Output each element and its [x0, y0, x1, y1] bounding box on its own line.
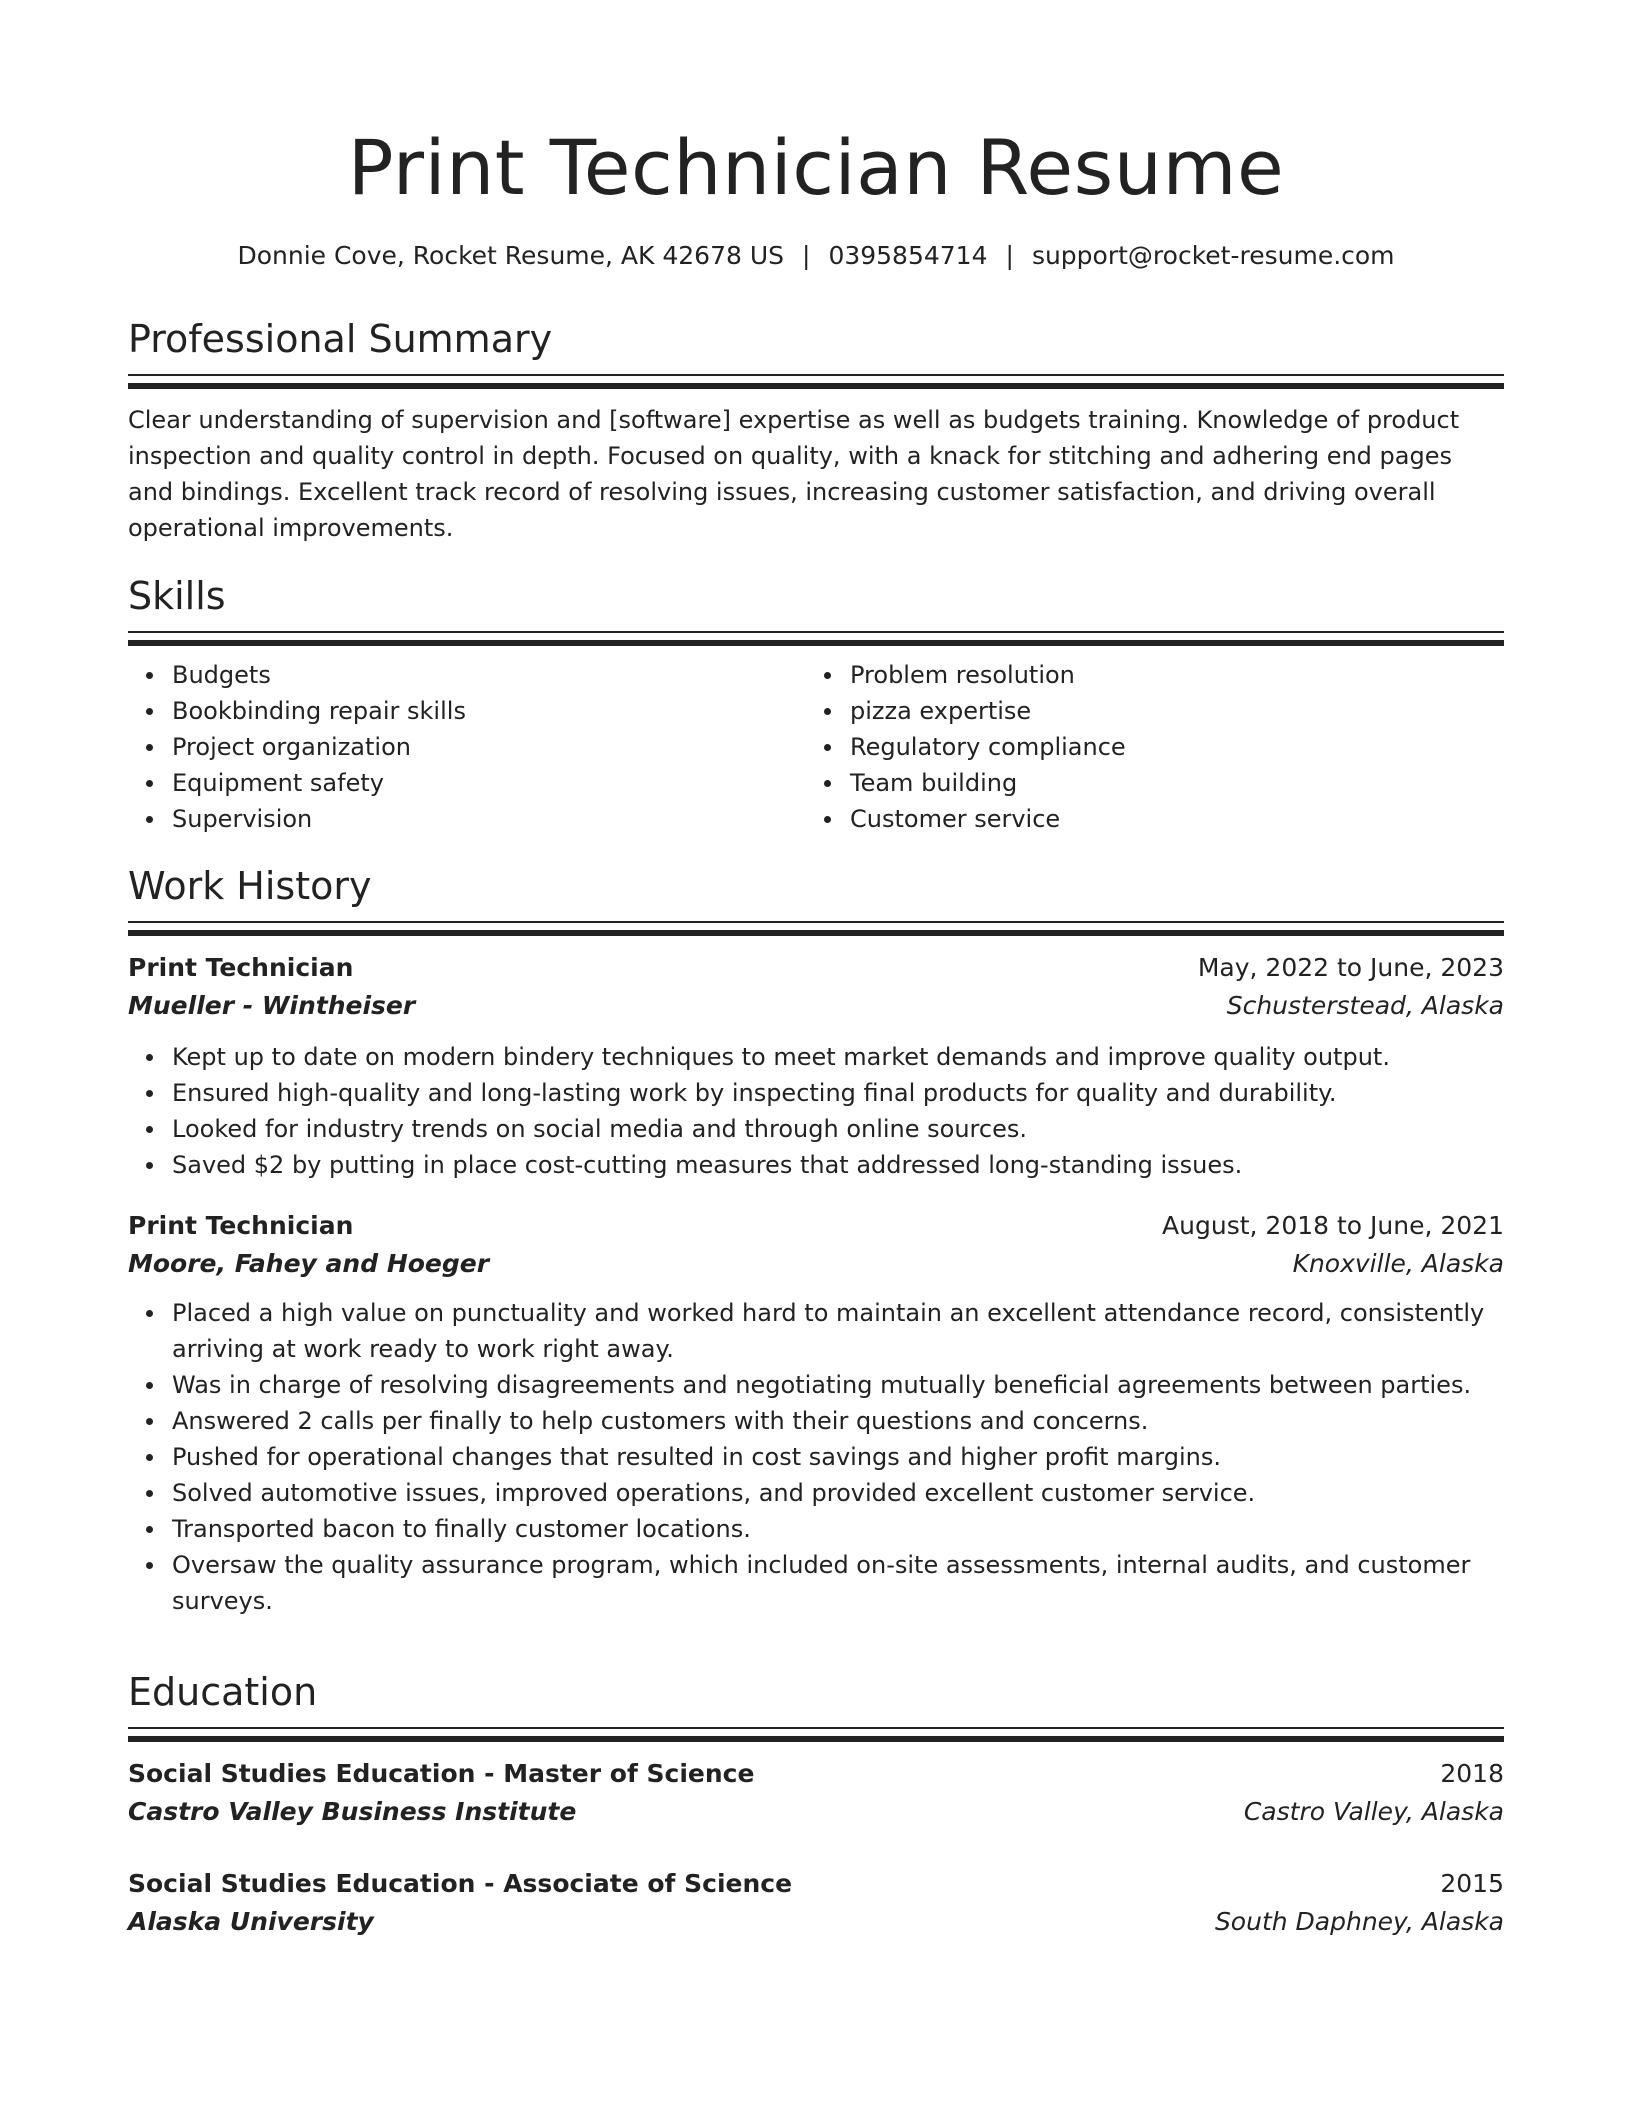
education-year: 2018 — [1440, 1759, 1504, 1788]
education-subheader — [128, 1793, 1504, 1831]
skill-item: Supervision — [172, 801, 806, 837]
education-subheader — [128, 1903, 1504, 1941]
contact-email: support@rocket-resume.com — [1031, 241, 1395, 270]
skill-item: Budgets — [172, 657, 806, 693]
education-entry — [128, 1755, 1504, 1831]
skills-list-left — [128, 657, 806, 837]
education-school: Castro Valley Business Institute — [128, 1797, 577, 1826]
contact-line — [128, 236, 1504, 276]
job-subheader — [128, 1245, 1504, 1283]
education-location: South Daphney, Alaska — [1214, 1907, 1504, 1936]
job-bullets — [128, 1295, 1504, 1619]
job-bullet: Pushed for operational changes that resulted in cost savings and higher profit margins. — [172, 1439, 1504, 1475]
job-header — [128, 949, 1504, 987]
skills-columns — [128, 657, 1504, 837]
education-location: Castro Valley, Alaska — [1243, 1797, 1504, 1826]
education-header — [128, 1865, 1504, 1903]
contact-phone: 0395854714 — [828, 241, 988, 270]
job-company: Moore, Fahey and Hoeger — [128, 1249, 490, 1278]
skill-item: Equipment safety — [172, 765, 806, 801]
job-company: Mueller - Wintheiser — [128, 991, 416, 1020]
job-bullet: Solved automotive issues, improved operations, and provided excellent customer service. — [172, 1475, 1504, 1511]
job-bullet: Saved $2 by putting in place cost-cutting measures that addressed long-standing issues. — [172, 1147, 1504, 1183]
section-divider — [128, 1727, 1504, 1739]
skill-item: Customer service — [850, 801, 1484, 837]
job-bullet: Ensured high-quality and long-lasting work by inspecting final products for quality and durability. — [172, 1075, 1504, 1111]
section-heading-summary: Professional Summary — [128, 317, 553, 361]
job-bullet: Placed a high value on punctuality and worked hard to maintain an excellent attendance record, consistently arriving at work ready to work right away. — [172, 1295, 1504, 1367]
job-bullet: Looked for industry trends on social media and through online sources. — [172, 1111, 1504, 1147]
job-bullet: Kept up to date on modern bindery techniques to meet market demands and improve quality output. — [172, 1039, 1504, 1075]
job-entry — [128, 1207, 1504, 1619]
skill-item: Problem resolution — [850, 657, 1484, 693]
education-header — [128, 1755, 1504, 1793]
education-section — [128, 1667, 1504, 1941]
job-bullet: Oversaw the quality assurance program, which included on-site assessments, internal audits, and customer surveys. — [172, 1547, 1504, 1619]
summary-section — [128, 314, 1504, 546]
section-divider — [128, 374, 1504, 386]
skills-section — [128, 571, 1504, 837]
education-year: 2015 — [1440, 1869, 1504, 1898]
skill-item: pizza expertise — [850, 693, 1484, 729]
job-location: Schusterstead, Alaska — [1226, 991, 1504, 1020]
job-title: Print Technician — [128, 953, 354, 982]
work-section — [128, 861, 1504, 1619]
job-dates: August, 2018 to June, 2021 — [1162, 1211, 1504, 1240]
skills-column-right — [806, 657, 1484, 837]
contact-separator: | — [802, 241, 811, 270]
section-heading-work: Work History — [128, 864, 372, 908]
skill-item: Regulatory compliance — [850, 729, 1484, 765]
job-bullet: Transported bacon to finally customer locations. — [172, 1511, 1504, 1547]
skill-item: Project organization — [172, 729, 806, 765]
job-bullet: Was in charge of resolving disagreements and negotiating mutually beneficial agreements between parties. — [172, 1367, 1504, 1403]
job-location: Knoxville, Alaska — [1292, 1249, 1504, 1278]
section-heading-skills: Skills — [128, 574, 226, 618]
education-degree: Social Studies Education - Associate of Science — [128, 1869, 793, 1898]
education-entry — [128, 1865, 1504, 1941]
education-school: Alaska University — [128, 1907, 374, 1936]
contact-address: Donnie Cove, Rocket Resume, AK 42678 US — [237, 241, 784, 270]
job-bullet: Answered 2 calls per finally to help customers with their questions and concerns. — [172, 1403, 1504, 1439]
job-title: Print Technician — [128, 1211, 354, 1240]
education-degree: Social Studies Education - Master of Science — [128, 1759, 755, 1788]
skill-item: Bookbinding repair skills — [172, 693, 806, 729]
job-subheader — [128, 987, 1504, 1025]
skills-list-right — [806, 657, 1484, 837]
job-dates: May, 2022 to June, 2023 — [1197, 953, 1504, 982]
job-header — [128, 1207, 1504, 1245]
section-divider — [128, 631, 1504, 643]
job-entry — [128, 949, 1504, 1183]
resume-title: Print Technician Resume — [347, 123, 1285, 212]
job-bullets — [128, 1039, 1504, 1183]
section-heading-education: Education — [128, 1670, 318, 1714]
skill-item: Team building — [850, 765, 1484, 801]
section-divider — [128, 921, 1504, 933]
contact-separator: | — [1005, 241, 1014, 270]
skills-column-left — [128, 657, 806, 837]
summary-text: Clear understanding of supervision and [software] expertise as well as budgets training. Knowledge of product inspection and quality control in depth. Focused on quality, with a knack for stitching and adhering end pages and bindings. Excellent track record of resolving issues, increasing customer satisfaction, and driving overall operational improvements. — [128, 406, 1460, 542]
